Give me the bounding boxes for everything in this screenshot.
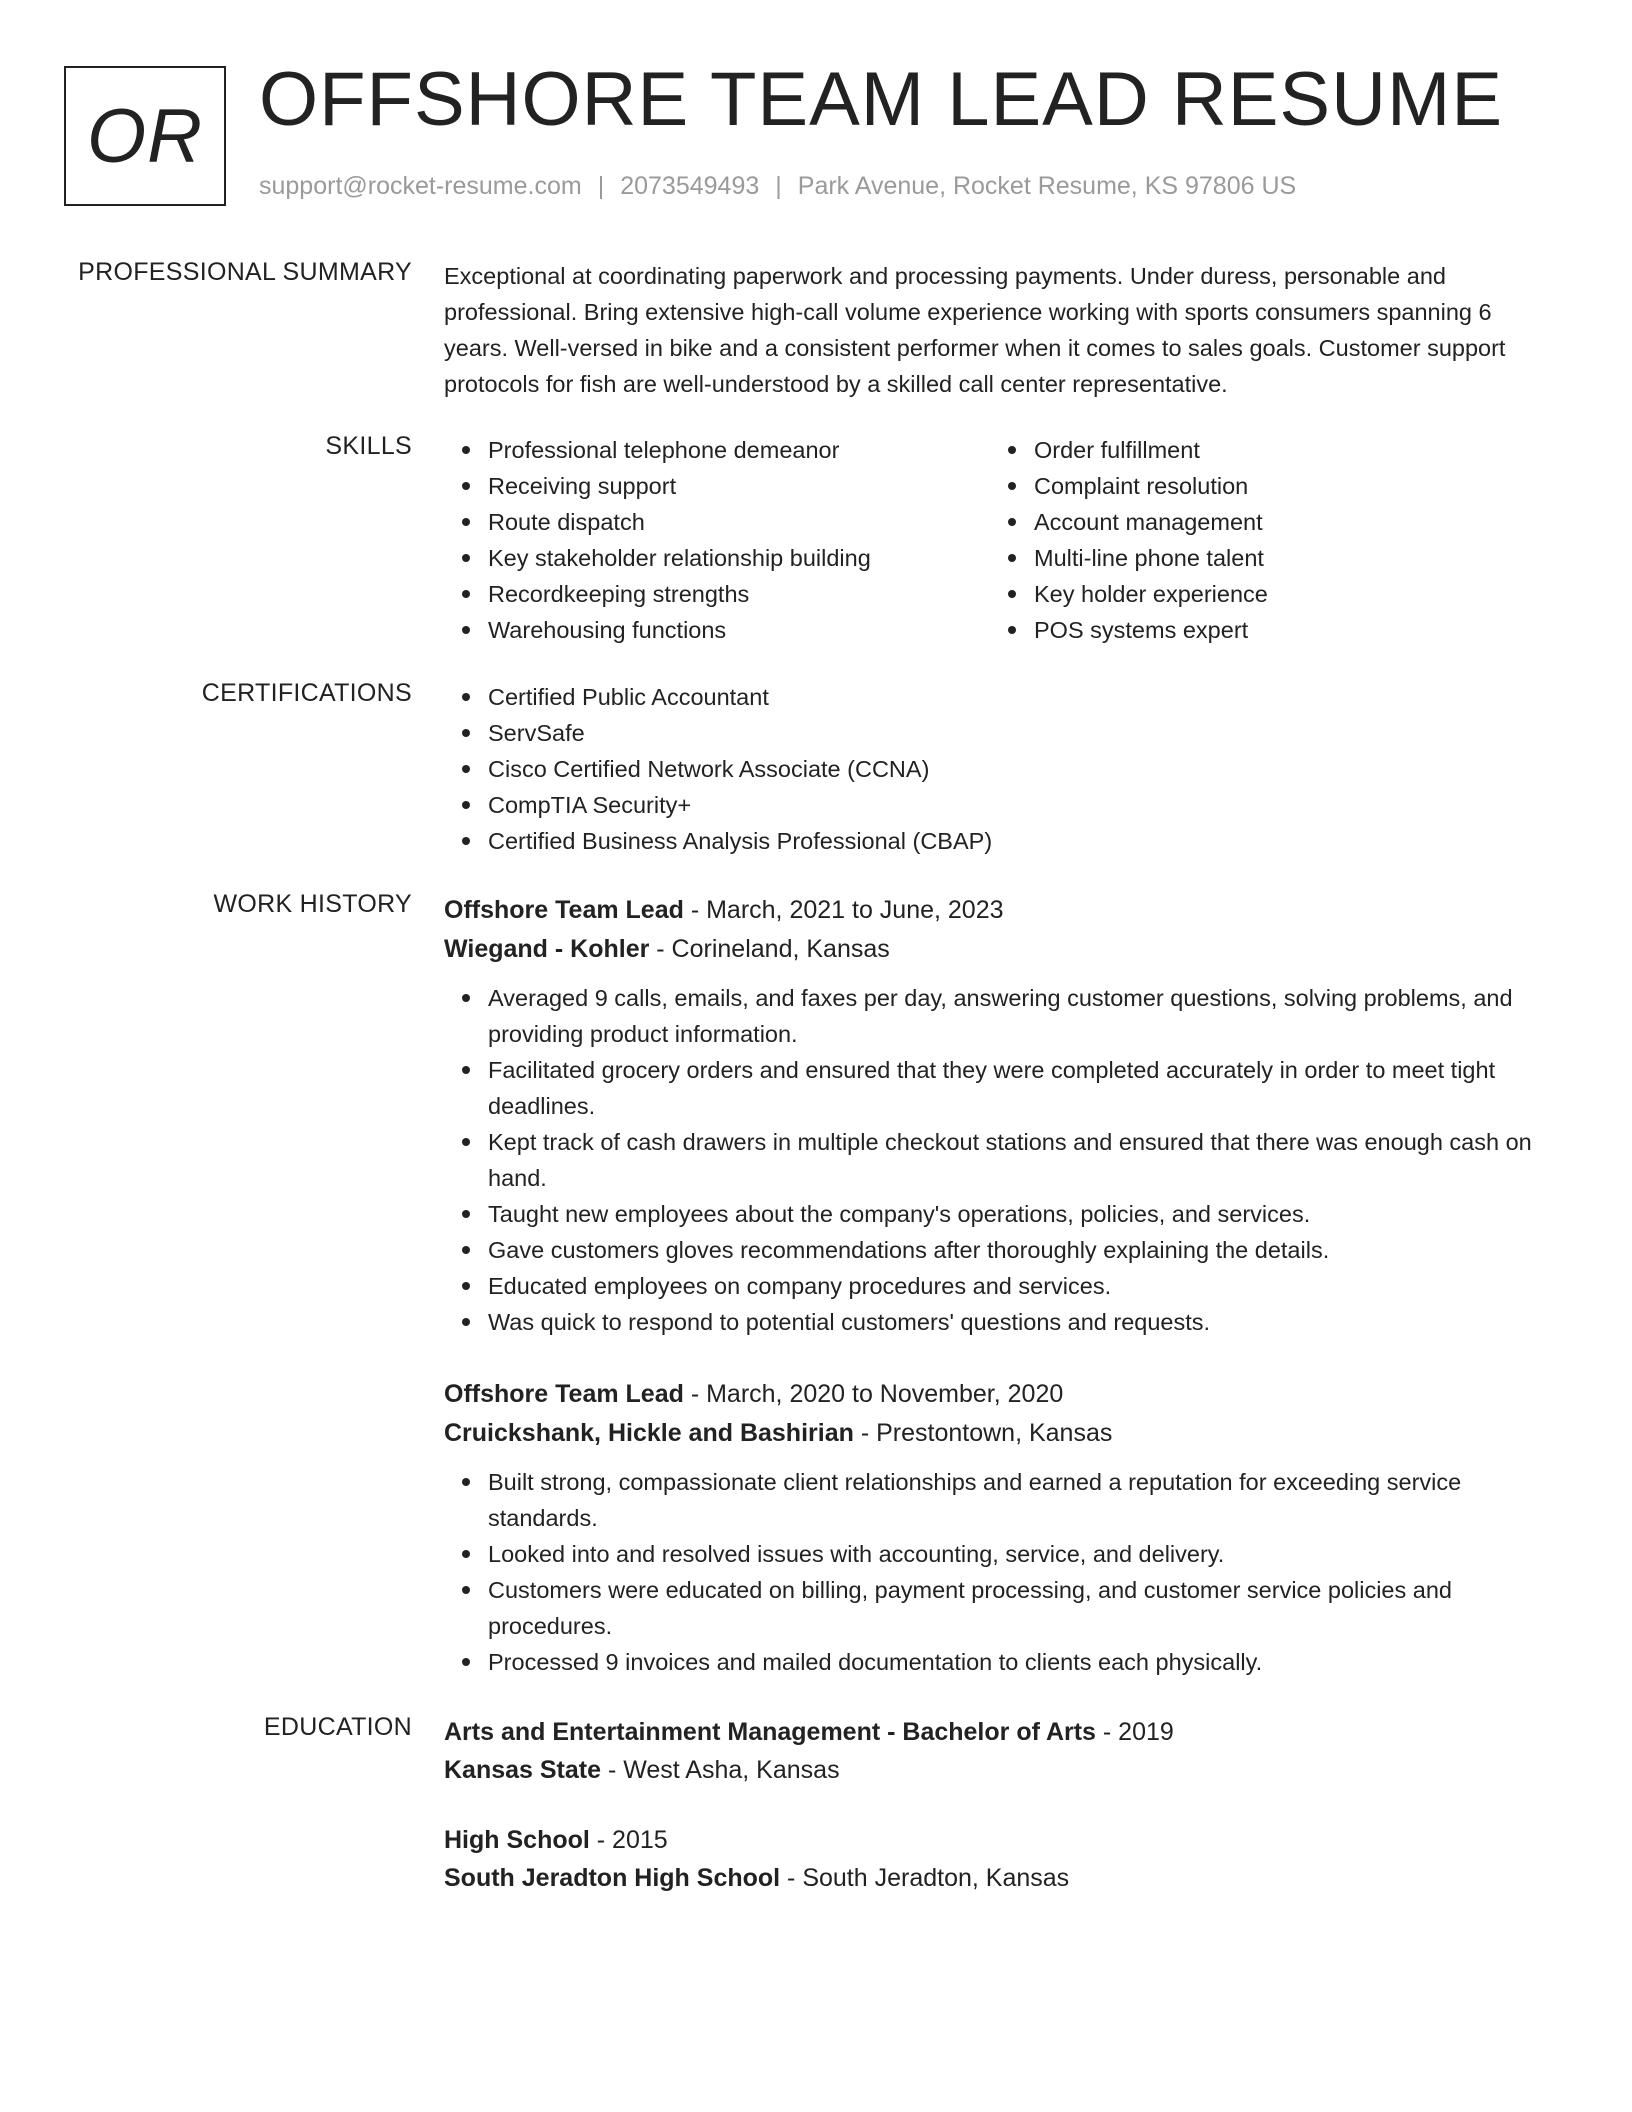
skill-item: Recordkeeping strengths	[488, 576, 990, 612]
education-degree: High School	[444, 1826, 590, 1854]
job-duty-item: Built strong, compassionate client relationships and earned a reputation for exceeding service standards.	[488, 1464, 1559, 1536]
education-school-line	[444, 1859, 1559, 1897]
summary-text: Exceptional at coordinating paperwork and processing payments. Under duress, personable and professional. Bring extensive high-call volume experience working with sports consumers spanning 6 years. Well-versed in bike and a consistent performer when it comes to sales goals. Customer support protocols for fish are well-understood by a skilled call center representative.	[444, 263, 1506, 397]
certification-item: CompTIA Security+	[488, 787, 1559, 823]
education-degree: Arts and Entertainment Management - Bachelor of Arts	[444, 1718, 1096, 1746]
contact-line	[259, 172, 1296, 201]
work-history-body	[444, 890, 1559, 1680]
skill-item: Receiving support	[488, 468, 990, 504]
skill-item: Account management	[1034, 504, 1536, 540]
certification-item: Certified Business Analysis Professional (CBAP)	[488, 823, 1559, 859]
certification-item: ServSafe	[488, 715, 1559, 751]
certification-item: Certified Public Accountant	[488, 679, 1559, 715]
certifications-body	[444, 679, 1559, 859]
education-year: - 2015	[589, 1826, 668, 1854]
education-degree-line	[444, 1821, 1559, 1859]
job-duty-item: Gave customers gloves recommendations after thoroughly explaining the details.	[488, 1232, 1559, 1268]
job-title: Offshore Team Lead	[444, 896, 684, 924]
job-duty-item: Customers were educated on billing, payment processing, and customer service policies and procedures.	[488, 1572, 1559, 1644]
job-location: - Prestontown, Kansas	[853, 1419, 1113, 1447]
skills-list-left	[444, 432, 990, 648]
job-company: Cruickshank, Hickle and Bashirian	[444, 1419, 854, 1447]
section-label-education: EDUCATION	[263, 1713, 412, 1741]
education-school: South Jeradton High School	[444, 1864, 781, 1892]
job-duty-item: Taught new employees about the company's operations, policies, and services.	[488, 1196, 1559, 1232]
education-degree-line	[444, 1713, 1559, 1751]
job-duties-list	[444, 1464, 1559, 1680]
skills-list-right	[990, 432, 1536, 648]
contact-address: Park Avenue, Rocket Resume, KS 97806 US	[797, 172, 1297, 200]
education-year: - 2019	[1095, 1718, 1174, 1746]
contact-phone[interactable]: 2073549493	[620, 172, 760, 200]
monogram-initials: OR	[87, 93, 203, 179]
job-entry	[444, 1374, 1559, 1680]
certification-item: Cisco Certified Network Associate (CCNA)	[488, 751, 1559, 787]
education-school: Kansas State	[444, 1756, 602, 1784]
skill-item: POS systems expert	[1034, 612, 1536, 648]
job-duty-item: Educated employees on company procedures and services.	[488, 1268, 1559, 1304]
skill-item: Professional telephone demeanor	[488, 432, 990, 468]
job-entry	[444, 890, 1559, 1340]
skills-body	[444, 432, 1559, 648]
education-body	[444, 1713, 1559, 1897]
section-label-skills: SKILLS	[325, 432, 412, 460]
job-duty-item: Was quick to respond to potential customers' questions and requests.	[488, 1304, 1559, 1340]
section-label-summary: PROFESSIONAL SUMMARY	[78, 258, 412, 286]
education-location: - West Asha, Kansas	[601, 1756, 840, 1784]
job-duty-item: Kept track of cash drawers in multiple checkout stations and ensured that there was enough cash on hand.	[488, 1124, 1559, 1196]
resume-title: OFFSHORE TEAM LEAD RESUME	[259, 57, 1504, 142]
skill-item: Complaint resolution	[1034, 468, 1536, 504]
job-title: Offshore Team Lead	[444, 1380, 684, 1408]
job-company: Wiegand - Kohler	[444, 935, 650, 963]
job-title-line	[444, 1374, 1559, 1414]
skill-item: Warehousing functions	[488, 612, 990, 648]
section-label-work-history: WORK HISTORY	[213, 890, 412, 918]
education-school-line	[444, 1751, 1559, 1789]
section-label-certifications: CERTIFICATIONS	[201, 679, 412, 707]
skill-item: Key holder experience	[1034, 576, 1536, 612]
job-company-line	[444, 1414, 1559, 1452]
job-duty-item: Averaged 9 calls, emails, and faxes per day, answering customer questions, solving problems, and providing product information.	[488, 980, 1559, 1052]
job-location: - Corineland, Kansas	[649, 935, 890, 963]
skill-item: Route dispatch	[488, 504, 990, 540]
certifications-list	[444, 679, 1559, 859]
job-duties-list	[444, 980, 1559, 1340]
contact-separator: |	[597, 172, 605, 200]
education-entry	[444, 1821, 1559, 1897]
job-duty-item: Looked into and resolved issues with accounting, service, and delivery.	[488, 1536, 1559, 1572]
education-entry	[444, 1713, 1559, 1789]
monogram-badge	[64, 66, 226, 206]
job-duty-item: Processed 9 invoices and mailed documentation to clients each physically.	[488, 1644, 1559, 1680]
job-dates: - March, 2021 to June, 2023	[683, 896, 1004, 924]
education-location: - South Jeradton, Kansas	[780, 1864, 1070, 1892]
contact-email[interactable]: support@rocket-resume.com	[259, 172, 582, 200]
job-dates: - March, 2020 to November, 2020	[683, 1380, 1064, 1408]
job-company-line	[444, 930, 1559, 968]
skill-item: Key stakeholder relationship building	[488, 540, 990, 576]
skill-item: Multi-line phone talent	[1034, 540, 1536, 576]
contact-separator: |	[775, 172, 782, 200]
skill-item: Order fulfillment	[1034, 432, 1536, 468]
job-duty-item: Facilitated grocery orders and ensured that they were completed accurately in order to meet tight deadlines.	[488, 1052, 1559, 1124]
job-title-line	[444, 890, 1559, 930]
